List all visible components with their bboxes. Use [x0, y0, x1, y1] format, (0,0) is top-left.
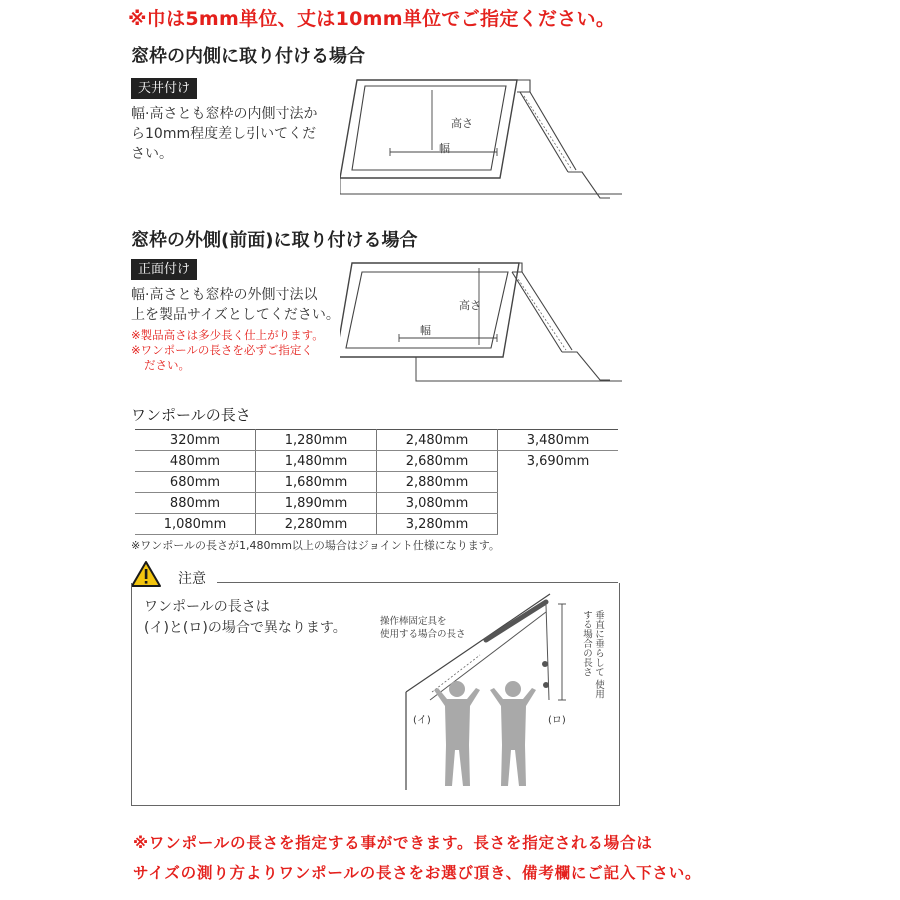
pole-length-table — [135, 429, 618, 535]
fixture-label-line-2: 使用する場合の長さ — [380, 629, 466, 640]
bottom-notice-line-1: ※ワンポールの長さを指定する事ができます。長さを指定される場合は — [133, 834, 653, 852]
table-cell-empty — [498, 514, 619, 535]
caution-text — [144, 597, 347, 639]
table-row — [135, 514, 618, 535]
table-cell: 1,280mm — [256, 430, 377, 451]
table-cell: 2,480mm — [377, 430, 498, 451]
table-cell: 3,280mm — [377, 514, 498, 535]
table-cell: 1,480mm — [256, 451, 377, 472]
pole-length-note-line-1: ※ワンポールの長さを必ずご指定く — [131, 343, 313, 357]
inside-mount-description — [131, 104, 317, 164]
inside-desc-line-3: さい。 — [131, 146, 173, 162]
vertical-label-line-1: 垂直に垂らして — [593, 610, 604, 677]
table-cell: 480mm — [135, 451, 256, 472]
table-cell: 3,480mm — [498, 430, 619, 451]
table-row — [135, 472, 618, 493]
outside-mount-description — [131, 285, 340, 325]
caution-text-line-1: ワンポールの長さは — [144, 599, 270, 615]
inside-mount-heading: 窓枠の内側に取り付ける場合 — [131, 46, 365, 67]
table-cell: 1,080mm — [135, 514, 256, 535]
vertical-label-line-2: 使用する場合の長さ — [581, 610, 604, 699]
table-cell: 320mm — [135, 430, 256, 451]
label-i: (イ) — [413, 715, 431, 726]
joint-spec-footnote: ※ワンポールの長さが1,480mm以上の場合はジョイント仕様になります。 — [131, 539, 500, 552]
inside-desc-line-1: 幅·高さとも窓枠の内側寸法か — [131, 106, 318, 122]
table-cell-empty — [498, 493, 619, 514]
fixture-length-label — [380, 615, 466, 641]
size-unit-notice: ※巾は5mm単位、丈は10mm単位でご指定ください。 — [128, 8, 616, 30]
outside-desc-line-2: 上を製品サイズとしてください。 — [131, 307, 340, 323]
table-row — [135, 451, 618, 472]
inside-height-label: 高さ — [451, 117, 473, 130]
table-cell: 880mm — [135, 493, 256, 514]
inside-width-label: 幅 — [439, 142, 450, 155]
outside-width-label: 幅 — [420, 324, 431, 337]
table-cell: 2,880mm — [377, 472, 498, 493]
table-cell: 1,890mm — [256, 493, 377, 514]
table-row — [135, 430, 618, 451]
ceiling-mount-tag: 天井付け — [131, 78, 197, 99]
table-cell: 3,690mm — [526, 453, 590, 469]
bottom-notice-line-2: サイズの測り方よりワンポールの長さをお選び頂き、備考欄にご記入下さい。 — [133, 864, 702, 882]
table-cell: 680mm — [135, 472, 256, 493]
caution-title: 注意 — [178, 571, 206, 587]
inside-mount-diagram — [340, 62, 625, 212]
pole-length-note-line-2: ださい。 — [144, 358, 190, 372]
pole-length-table-wrap — [135, 429, 618, 535]
table-cell: 2,680mm — [377, 451, 498, 472]
outside-desc-line-1: 幅·高さとも窓枠の外側寸法以 — [131, 287, 318, 303]
outside-height-label: 高さ — [459, 299, 481, 312]
table-cell: 3,080mm — [377, 493, 498, 514]
outside-mount-diagram — [340, 255, 625, 390]
table-cell-empty — [498, 472, 619, 493]
label-ro: (ロ) — [548, 715, 566, 726]
vertical-length-label — [580, 610, 604, 705]
inside-desc-line-2: ら10mm程度差し引いてくだ — [131, 126, 317, 142]
caution-text-line-2: (イ)と(ロ)の場合で異なります。 — [144, 620, 347, 636]
table-cell: 1,680mm — [256, 472, 377, 493]
front-mount-tag: 正面付け — [131, 259, 197, 280]
pole-length-title: ワンポールの長さ — [131, 406, 251, 424]
outside-mount-heading: 窓枠の外側(前面)に取り付ける場合 — [131, 230, 418, 251]
table-row — [135, 493, 618, 514]
outside-notes — [131, 328, 324, 373]
table-cell: 2,280mm — [256, 514, 377, 535]
bottom-notice — [133, 828, 701, 888]
fixture-label-line-1: 操作棒固定具を — [380, 616, 447, 627]
height-note: ※製品高さは多少長く仕上がります。 — [131, 328, 324, 342]
